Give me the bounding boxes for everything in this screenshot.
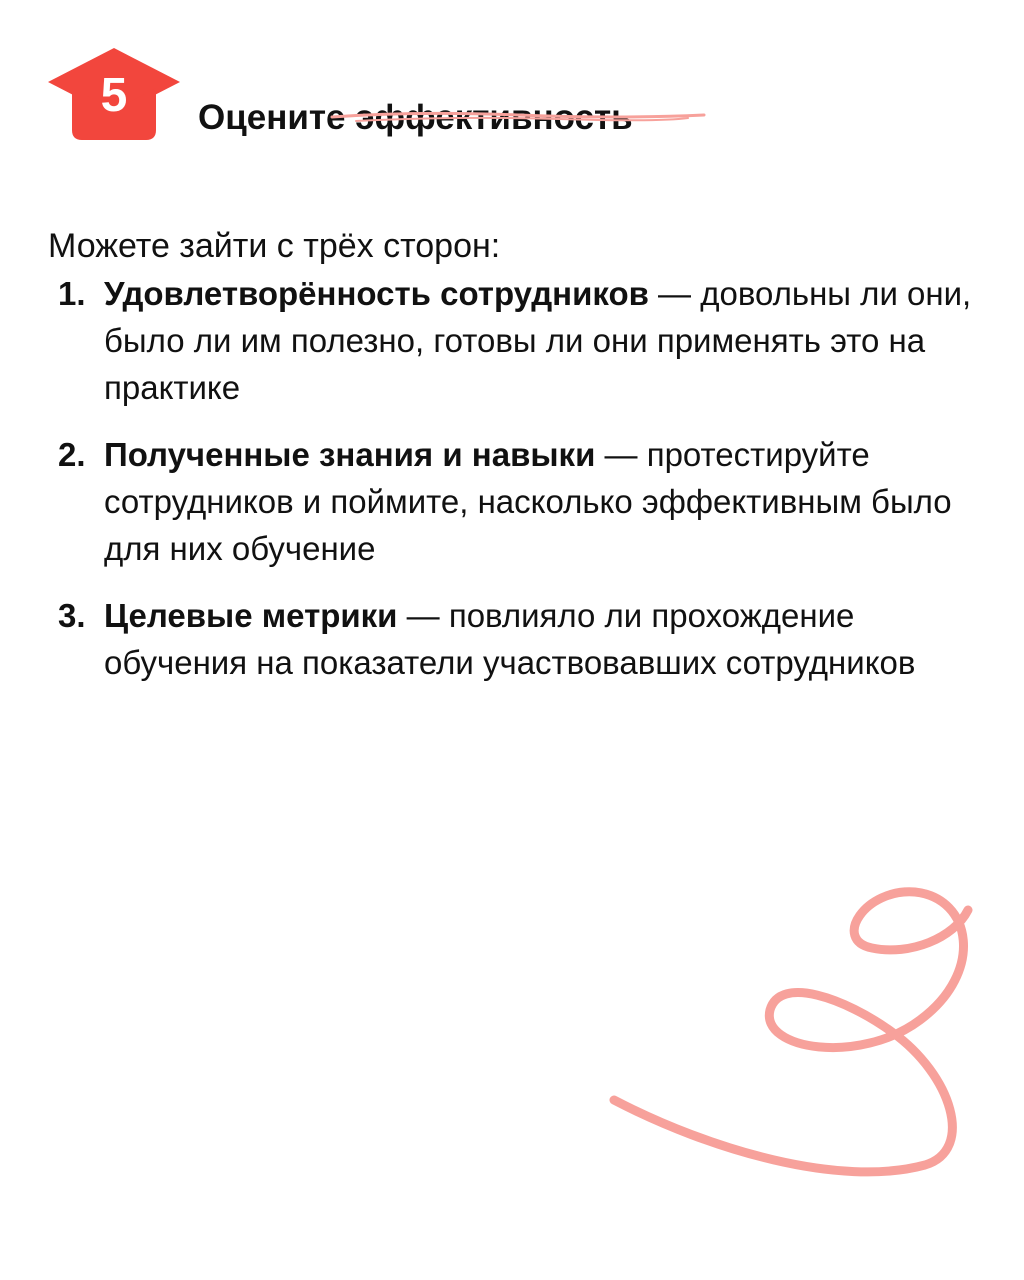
list-item-description: — довольны ли они, было ли им полезно, готовы ли они применять это на практике bbox=[104, 275, 972, 406]
page-title: Оцените эффективность bbox=[198, 98, 633, 138]
list-item-text bbox=[104, 431, 988, 572]
list-item-term: Удовлетворённость сотрудников bbox=[104, 275, 649, 312]
list-item-number: 1. bbox=[58, 275, 86, 312]
list-item-text bbox=[104, 270, 988, 411]
page-header bbox=[44, 44, 684, 144]
title-underline bbox=[328, 106, 708, 126]
list-item-satisfaction bbox=[58, 270, 988, 411]
list-item-description: — повлияло ли прохождение обучения на показатели участвовавших сотрудников bbox=[104, 597, 916, 681]
list-item-term: Целевые метрики bbox=[104, 597, 398, 634]
list-item-number: 2. bbox=[58, 436, 86, 473]
list-item-text bbox=[104, 592, 988, 686]
aspects-list bbox=[58, 270, 988, 706]
step-badge bbox=[44, 44, 184, 144]
step-number: 5 bbox=[100, 69, 128, 122]
list-item-term: Полученные знания и навыки bbox=[104, 436, 596, 473]
list-item-number: 3. bbox=[58, 597, 86, 634]
swirl-line-icon bbox=[600, 870, 1000, 1190]
intro-text: Можете зайти с трёх сторон: bbox=[48, 227, 501, 265]
list-item-metrics bbox=[58, 592, 988, 686]
list-item-knowledge bbox=[58, 431, 988, 572]
list-item-description: — протестируйте сотрудников и поймите, насколько эффективным было для них обучение bbox=[104, 436, 952, 567]
